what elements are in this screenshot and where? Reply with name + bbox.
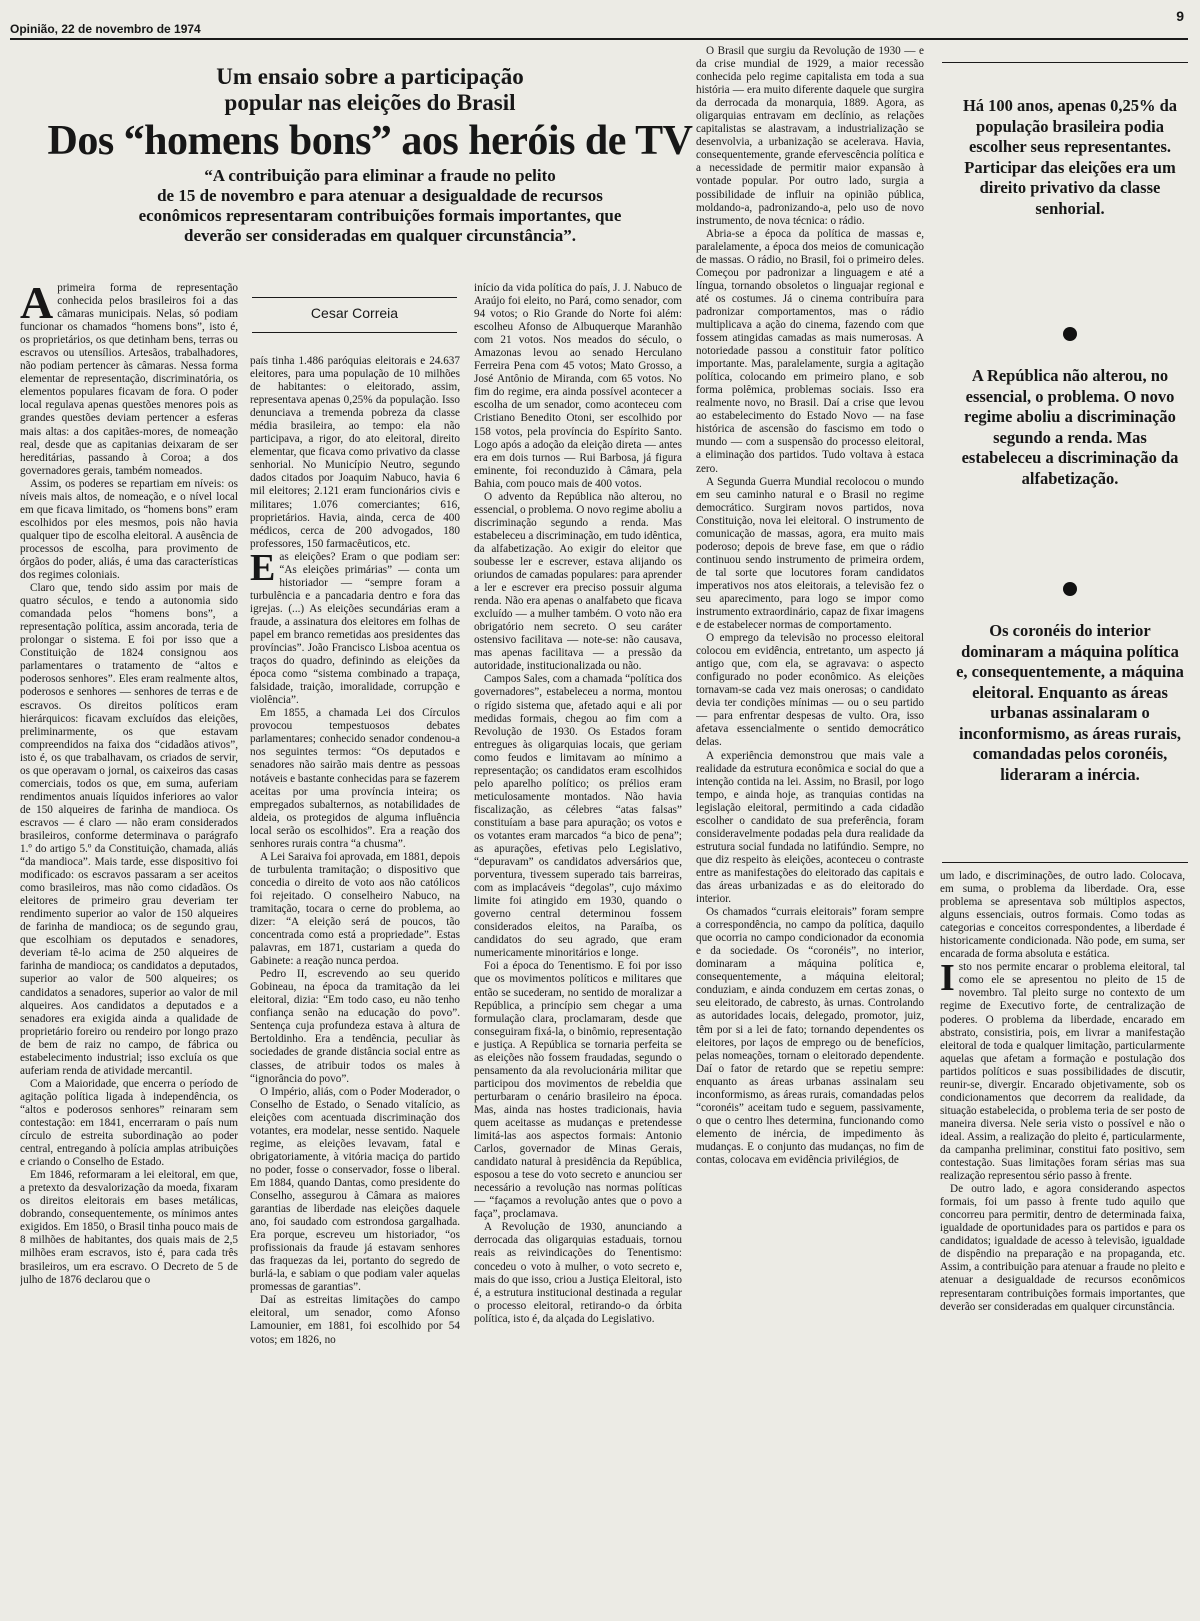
article-column-1 [20, 282, 238, 1607]
article-column-3 [474, 282, 682, 1607]
paragraph-text: Claro que, tendo sido assim por mais de quatro séculos, e tendo a autonomia sido comandada pelos “homens bons”, a representação política, assim ancorada, teria de prolongar o sistema. E foi por isso que a Constituição de 1824 consignou aos parlamentares o tratamento de “altos e poderosos senhores”. Eles eram realmente altos, poderosos e senhores — senhores de terras e de escravos. Os direitos políticos eram hierárquicos: ficavam excluídos das eleições, preliminarmente, os que estavam compreendidos na faixa dos “cidadãos ativos”, isto é, os que trabalhavam, os criados de servir, os que operavam o jornal, os caixeiros das casas comerciais, todos os que, em suma, auferiam rendimentos anuais líquidos inferiores ao valor de 150 alqueires de farinha de mandioca. Os escravos — é claro — não eram considerados brasileiros, conforme determinava o parágrafo 1.º do artigo 5.º da Constituição, chamada, aliás “da mandioca”. Mais tarde, esse dispositivo foi modificado: os escravos passaram a ser aceitos como brasileiros, mas não como cidadãos. Os eleitores de primeiro grau deveriam ter rendimento superior ao valor de 150 alqueires de farinha de mandioca; os de segundo grau, que escolhiam os deputados e senadores, deveriam tê-lo acima de 250 alqueires de farinha de mandioca; os candidatos a deputados, superior ao valor de 500 alqueires; os candidatos a senadores, superior ao valor de mil alqueires. Aos candidatos a deputados e a senadores era exigida ainda a qualidade de proprietário foreiro ou rendeiro por longo prazo de bem de raiz no campo, de fábrica ou estabelecimento industrial; isso excluía os que auferiam renda de atividade mercantil. [20, 582, 238, 1077]
deck-line: econômicos representaram contribuições formais importantes, que [138, 206, 622, 225]
paragraph-text: Em 1846, reformaram a lei eleitoral, em que, a pretexto da desvalorização da moeda, fixaram os direitos eleitorais em bases metálicas, dobrando, consequentemente, os mínimos antes exigidos. Em 1850, o Brasil tinha pouco mais de 8 milhões de habitantes, dos quais mais de 2,5 milhões eram escravos, isto é, para cada três brasileiros, um era escravo. O Decreto de 5 de julho de 1876 declarou que o [20, 1169, 238, 1286]
paragraph-text: A Segunda Guerra Mundial recolocou o mundo em seu caminho natural e o Brasil no regime democrático. Surgiram novos partidos, nova Constituição, nova lei eleitoral. O instrumento de comunicação de massas, agora, era muito mais poderoso; depois de breve fase, em que o rádio continuou sendo instrumento de primeira ordem, de tal sorte que locutores foram candidatos imperativos nos atos eleitorais, a televisão fez o seu aparecimento, para logo se impor como instrumento extraordinário, capaz de fixar imagens e de estabelecer normas de comportamento. [696, 475, 924, 632]
paragraph-text: Abria-se a época da política de massas e, paralelamente, a época dos meios de comunicação de massas. O rádio, no Brasil, foi o primeiro deles. Começou por padronizar a linguagem e até a língua, tornando obsoletos o linguajar regional e até os costumes. Já o cinema contribuíra para padronizar comportamentos, mas o rádio multiplicava a ação do cinema, fazendo com que fossem atingidas camadas as mais numerosas. A notoriedade passou a constituir fator político importante. Mas, paralelamente, surgia a agitação política, colocando em primeiro plano, e sob forma polêmica, problemas sociais. Isso era realmente novo, no Brasil. Daí a crise que levou ao estabelecimento do Estado Novo — na fase histórica de ascensão do fascismo em todo o mundo — com a suspensão do processo eleitoral, a eliminação dos partidos. Tudo voltava à estaca zero. [696, 227, 924, 475]
paragraph-text: A experiência demonstrou que mais vale a realidade da estrutura econômica e social do que a intenção contida na lei. Assim, no Brasil, por logo tempo, e ainda hoje, as tranquias contidas na legislação eleitoral, permitindo a cada cidadão escolher o candidato de sua preferência, foram consideravelmente podadas pela dura realidade da estrutura social fundada no latifúndio. Sempre, no que diz respeito às eleições, aconteceu o contraste entre as manifestações do eleitorado das capitais e das áreas urbanizadas e as do eleitorado do interior. [696, 749, 924, 906]
paragraph-text: Assim, os poderes se repartiam em níveis: os níveis mais altos, de nomeação, e o nível local em que ficava limitado, os “homens bons” eram escolhidos por eles mesmos, pois não havia qualquer tipo de escolha eleitoral. A ausência de processos de escolha, para provimento de órgãos do poder, aliás, é uma das características dos regimes coloniais. [20, 477, 238, 582]
paragraph-text: De outro lado, e agora considerando aspectos formais, foi um passo à frente tudo aquilo que concorreu para permitir, dentro de determinada faixa, igualdade de oportunidades para os partidos e para os candidatos; igualdade de acesso à televisão, igualdade de dispêndio na preparação e na propaganda, etc. Assim, a contribuição para atenuar a fraude no pleito e atenuar a desigualdade de recursos econômicos representaram contribuições formais importantes, que deverão ser consideradas em qualquer circunstância. [940, 1183, 1185, 1313]
article-paragraph [940, 957, 1185, 1183]
article-paragraph [696, 476, 924, 633]
publication-header: Opinião, 22 de novembro de 1974 [10, 22, 201, 36]
article-paragraph [474, 673, 682, 960]
byline: Cesar Correia [310, 305, 399, 321]
article-column-4 [696, 45, 924, 1607]
paragraph-text: Campos Sales, com a chamada “política dos governadores”, estabeleceu a norma, montou o rígido sistema que, afetado aqui e ali por medidas formais, chegou ao fim com a Revolução de 1930. Os Estados foram entregues às oligarquias locais, que geriam como feudos e limitavam ao mínimo a representação; os candidatos eram escolhidos pelo aparelho político; os prélios eram meticulosamente montados. Não havia fiscalização, as célebres “atas falsas” constituíam a base para apuração; os votos e os votantes eram marcados “a bico de pena”; as apurações, efetivas pelo Legislativo, “depuravam” os candidatos adversários que, porventura, tivessem superado tais barreiras, com as implacáveis “degolas”, cujo máximo limite foi atingido em 1930, quando o governo central determinou fossem considerados eleitos, na Paraíba, os candidatos do seu agrado, que eram numericamente minoritários e longe. [474, 673, 682, 960]
article-paragraph [20, 478, 238, 582]
article-paragraph [474, 960, 682, 1221]
byline-rule-bottom [252, 332, 457, 333]
kicker-line: popular nas eleições do Brasil [224, 90, 516, 115]
article-paragraph [474, 282, 682, 491]
article-paragraph [250, 707, 460, 851]
article-paragraph [250, 1294, 460, 1346]
paragraph-text: O Império, aliás, com o Poder Moderador, o Conselho de Estado, o Senado vitalício, as eleições com acentuada discriminação dos votantes, era modelar, nesse sentido. Naquele regime, as eleições levavam, fatal e obrigatoriamente, à vitória maciça do partido no poder, fosse o conservador, fosse o liberal. Em 1884, quando Dantas, como presidente do Conselho, assegurou à Câmara as maiores garantias de liberdade nas eleições daquele ano, foi saudado com estrondosa gargalhada. Era porque, escreveu um historiador, “os profissionais da fraude já estavam senhores das fraquezas da lei, portanto do segredo de burlá-la, e sabiam o que podiam valer aquelas promessas de garantias”. [250, 1085, 460, 1294]
paragraph-text: primeira forma de representação conhecida pelos brasileiros foi a das câmaras municipais. Nelas, só podiam funcionar os chamados “homens bons”, isto é, os proprietários, os que detinham bens, terras ou escravos ou utensílios. Artesãos, trabalhadores, não podiam pertencer às câmaras. Nessa forma elementar de representação, discriminatória, os elementos populares ficavam de fora. O poder local regulava apenas questões menores pois as grandes questões deviam pertencer a esferas mais altas: a dos capitães-mores, de nomeação real, desde que as capitanias deixaram de ser hereditárias, passando à Coroa; a dos governadores gerais, também nomeados. [20, 282, 238, 477]
kicker-line: Um ensaio sobre a participação [216, 64, 524, 89]
article-paragraph [940, 1183, 1185, 1313]
article-paragraph [474, 491, 682, 674]
article-paragraph [250, 851, 460, 968]
bullet-dot [1063, 582, 1077, 596]
article-paragraph [20, 582, 238, 1078]
article-paragraph [696, 750, 924, 907]
pull-quote: A República não alterou, no essencial, o problema. O novo regime aboliu a discriminação segundo a renda. Mas estabeleceu a discriminação da alfabetização. [961, 366, 1179, 488]
bullet-dot [1063, 327, 1077, 341]
article-paragraph [20, 1078, 238, 1169]
article-paragraph [250, 968, 460, 1085]
paragraph-text: sto nos permite encarar o problema eleitoral, tal como ele se apresentou no pleito de 15 de novembro. Tal pleito surge no contexto de um regime de Executivo forte, de centralização de poderes. O problema da liberdade, encarado em abstrato, consistiria, pois, em livrar a manifestação eleitoral de toda e qualquer limitação, particularmente aquelas que afetam a formação e postulação dos partidos políticos e suas possibilidades de discutir, reunir-se, divergir. Encarado objetivamente, sob os condicionamentos que decorrem da realidade, da situação estabelecida, o problema teria de ser posto de maneira diversa. Nele seria visto o possível e não o ideal. Assim, a realização do pleito é, particularmente, da campanha preliminar, constitui fato positivo, sem contestação. Suas limitações foram sérias mas sua realização representou sério passo à frente. [940, 961, 1185, 1183]
drop-cap: E [250, 546, 276, 589]
header-rule [10, 38, 1188, 40]
paragraph-text: Foi a época do Tenentismo. E foi por isso que os movimentos políticos e militares que então se sucederam, no sentido de moralizar a República, a princípio sem chegar a uma formulação clara, proclamaram, desde que conseguiram fixá-la, o binômio, representação e justiça. A República se tornaria perfeita se as eleições não fossem fraudadas, segundo o pensamento da ala revolucionária militar que participou dos movimentos de rebeldia que perturbaram o cenário brasileiro na época. Mas, ainda nas hostes tradicionais, havia quem aceitasse as mudanças e pretendesse limitá-las aos aspectos formais: Antonio Carlos, governador de Minas Gerais, candidato natural à presidência da República, esposou a tese do voto secreto e anunciou ser necessário a revolução nas normas políticas — “façamos a revolução antes que o povo a faça”, proclamava. [474, 960, 682, 1221]
article-column-5 [940, 870, 1185, 1607]
article-column-2 [250, 355, 460, 1607]
paragraph-text: Daí as estreitas limitações do campo eleitoral, um senador, como Afonso Lamounier, em 1881, foi escolhido por 54 votos; em 1826, no [250, 1294, 460, 1346]
article-paragraph [250, 1086, 460, 1295]
article-paragraph [20, 282, 238, 478]
paragraph-text: Pedro II, escrevendo ao seu querido Gobineau, na época da tramitação da lei eleitoral, dizia: “Em todo caso, eu não tenho confiança senão na educação do povo”. Sentença cuja profundeza estava à altura de Bertoldinho. Era a tendência, peculiar às sociedades de grande distância social entre as classes, de atribuir todos os males à “ignorância do povo”. [250, 968, 460, 1085]
headline-title: Dos “homens bons” aos heróis de TV [47, 118, 693, 164]
paragraph-text: Em 1855, a chamada Lei dos Círculos provocou tempestuosos debates parlamentares; conhecido senador condenou-a nos seguintes termos: “Os deputados e senadores não sairão mais dentre as pessoas notáveis e bastante conhecidas para se fazerem aceitas por uma província inteira; os empregados subalternos, as notabilidades de aldeia, os protegidos de alguma influência local serão os escolhidos”. Era a reação dos senhores rurais contra “a chusma”. [250, 707, 460, 850]
article-paragraph [696, 906, 924, 1167]
article-paragraph [696, 632, 924, 749]
paragraph-text: A Lei Saraiva foi aprovada, em 1881, depois de turbulenta tramitação; o dispositivo que concedia o direito de voto aos não católicos foi rejeitado. O conselheiro Nabuco, na tramitação, tocara o cerne do problema, ao dizer: “A eleição será de poucos, tão concentrada como está a propriedade”. Estas palavras, em 1871, custariam a queda do Gabinete: a reação nunca perdoa. [250, 850, 460, 968]
deck-line: “A contribuição para eliminar a fraude no pelito [204, 166, 556, 185]
headline-kicker [20, 64, 720, 116]
deck-line: deverão ser consideradas em qualquer circunstância”. [184, 226, 576, 245]
paragraph-text: Os chamados “currais eleitorais” foram sempre a correspondência, no campo da política, daquilo que ocorria no campo condicionador da economia e da sociedade. Os “coronéis”, no interior, dominaram a máquina política e, consequentemente, a máquina eleitoral; conduziam, e ainda conduzem em certas zonas, o seu eleitorado, de cabresto, às urnas. Controlando as autoridades locais, delegado, promotor, juiz, têm por si a lei de fato; tornando dependentes os eleitores, por laços de emprego ou de benefícios, pelas nomeações, tornam o eleitorado dependente. Daí o fator de retardo que se repetiu sempre: enquanto as áreas urbanas assinalam seu inconformismo, as áreas rurais, comandadas pelos “coronéis” aceitam tudo e seguem, passivamente, o que o centro lhes determina, funcionando como elemento de inércia, de impedimento às mudanças. E o conjunto das mudanças, no fim de contas, colocava em evidência privilégios, de [696, 906, 924, 1166]
paragraph-text: as eleições? Eram o que podiam ser: “As eleições primárias” — conta um historiador — “sempre foram a turbulência e a pancadaria dentro e fora das igrejas. (...) As eleições secundárias eram a fraude, a assinatura dos eleitores em folhas de papel em branco remetidas aos presidentes das províncias”. João Francisco Lisboa acentua os traços do quadro, definindo as eleições da época como “sistema combinado a trapaça, falsidade, traição, imoralidade, corrupção e violência”. [250, 550, 460, 707]
paragraph-text: Com a Maioridade, que encerra o período de agitação política ligada à independência, os “altos e poderosos senhores” reinaram sem contestação: em 1841, encerraram o país num círculo de estreita subordinação ao poder central, entregando à polícia amplas atribuições e criando o Conselho de Estado. [20, 1077, 238, 1169]
article-paragraph [696, 45, 924, 228]
paragraph-text: país tinha 1.486 paróquias eleitorais e 24.637 eleitores, para uma população de 10 milhões de habitantes: o eleitorado, assim, representava apenas 0,25% da população. Isso denunciava a tremenda pobreza da classe média brasileira, ao tempo: ela não participava, a rigor, do ato eleitoral, direito elementar, que ficava como privativo da classe senhorial. No Município Neutro, segundo dados citados por Joaquim Nabuco, havia 6 mil eleitores; 2.121 eram funcionários civis e militares; 1.076 comerciantes; 616, proprietários. Havia, ainda, cerca de 400 médicos, cerca de 200 advogados, 180 professores, 150 farmacêuticos, etc. [250, 355, 460, 550]
article-paragraph [20, 1169, 238, 1286]
paragraph-text: O Brasil que surgiu da Revolução de 1930 — e da crise mundial de 1929, a maior recessão conhecida pelo regime capitalista em toda a sua história — era muito diferente daquele que surgira da derrocada da monarquia, 1889. Agora, as oligarquias entravam em declínio, as relações capitalistas se alastravam, a industrialização se desenvolvia, a urbanização se acelerava. Havia, consequentemente, grande efervescência política e a necessidade de permitir maior expansão à vontade popular. Por outro lado, surgia a possibilidade de influir na opinião pública, moldando-a, padronizando-a, pelo uso de novo instrumento, de nova técnica: o rádio. [696, 45, 924, 227]
byline-rule-top [252, 297, 457, 298]
article-paragraph [940, 870, 1185, 961]
deck-line: de 15 de novembro e para atenuar a desigualdade de recursos [157, 186, 603, 205]
paragraph-text: um lado, e discriminações, de outro lado. Colocava, em suma, o problema da liberdade. Ora, esse problema se apresentava sob múltiplos aspectos, alguns essenciais, outros formais. Como todas as categorias e conceitos correspondentes, a liberdade é historicamente condicionada. Não pode, em suma, ser encarada de forma absoluta e estática. [940, 870, 1185, 961]
pull-quote: Há 100 anos, apenas 0,25% da população brasileira podia escolher seus representantes. Participar das eleições era um direito privativo da classe senhorial. [962, 96, 1178, 218]
page-number: 9 [1176, 8, 1184, 24]
article-paragraph [250, 355, 460, 551]
drop-cap: I [940, 957, 955, 1000]
sidebar-rule-bottom [942, 862, 1188, 863]
paragraph-text: O advento da República não alterou, no essencial, o problema. O novo regime aboliu a discriminação segundo a renda. Mas estabeleceu a discriminação, em tudo idêntica, da alfabetização. Ao exigir do eleitor que soubesse ler e escrever, estava alijando os oriundos de camadas populares: para aprender a ler e escrever era preciso possuir alguma renda. Não era apenas o analfabeto que ficava excluído — a mulher também. O voto não era obrigatório nem secreto. O seu caráter ostensivo facilitava — note-se: não causava, mas apenas facilitava — a pressão da autoridade, institucionalizada ou não. [474, 490, 682, 673]
paragraph-text: O emprego da televisão no processo eleitoral colocou em evidência, entretanto, um aspecto já antigo que, com ela, se agravava: o aspecto configurado no poder econômico. As eleições tornavam-se cada vez mais onerosas; o candidato devia ter condições mínimas — ou o seu partido — para enfrentar despesas de vulto. Ora, isso afetava essencialmente o sentido democrático delas. [696, 632, 924, 749]
sidebar-rule-top [942, 62, 1188, 63]
article-paragraph [696, 228, 924, 476]
paragraph-text: início da vida política do país, J. J. Nabuco de Araújo foi eleito, no Pará, como senador, com 94 votos; o Rio Grande do Norte foi além: escolheu Afonso de Albuquerque Maranhão com 21 votos. Nos meados do século, o Amazonas levou ao senado Herculano Ferreira Pena com 45 votos; Mato Grosso, a José Antônio de Miranda, com 65 votos. No fim do regime, era ainda possível acontecer a escolha de um senador, como aconteceu com Cristiano Benedito Otoni, ser escolhido por 158 votos, pela província do Espírito Santo. Logo após a adoção da eleição direta — antes era em dois turnos — Rui Barbosa, já figura eminente, foi reconduzido à Câmara, pela Bahia, com pouco mais de 400 votos. [474, 282, 682, 490]
article-paragraph [474, 1221, 682, 1325]
pull-quote: Os coronéis do interior dominaram a máquina política e, consequentemente, a máquina eleitoral. Enquanto as áreas urbanas assinalaram o inconformismo, as áreas rurais, comandadas pelos coronéis, lideraram a inércia. [956, 621, 1184, 784]
headline-deck [60, 166, 700, 246]
article-paragraph [250, 546, 460, 708]
paragraph-text: A Revolução de 1930, anunciando a derrocada das oligarquias estaduais, tornou reais as reivindicações do Tenentismo: concedeu o voto à mulher, o voto secreto e, mais do que isso, criou a Justiça Eleitoral, isto é, a estrutura institucional destinada a regular o processo eleitoral, retirando-o da órbita política, isto é, da alçada do Legislativo. [474, 1221, 682, 1325]
drop-cap: A [20, 282, 54, 328]
